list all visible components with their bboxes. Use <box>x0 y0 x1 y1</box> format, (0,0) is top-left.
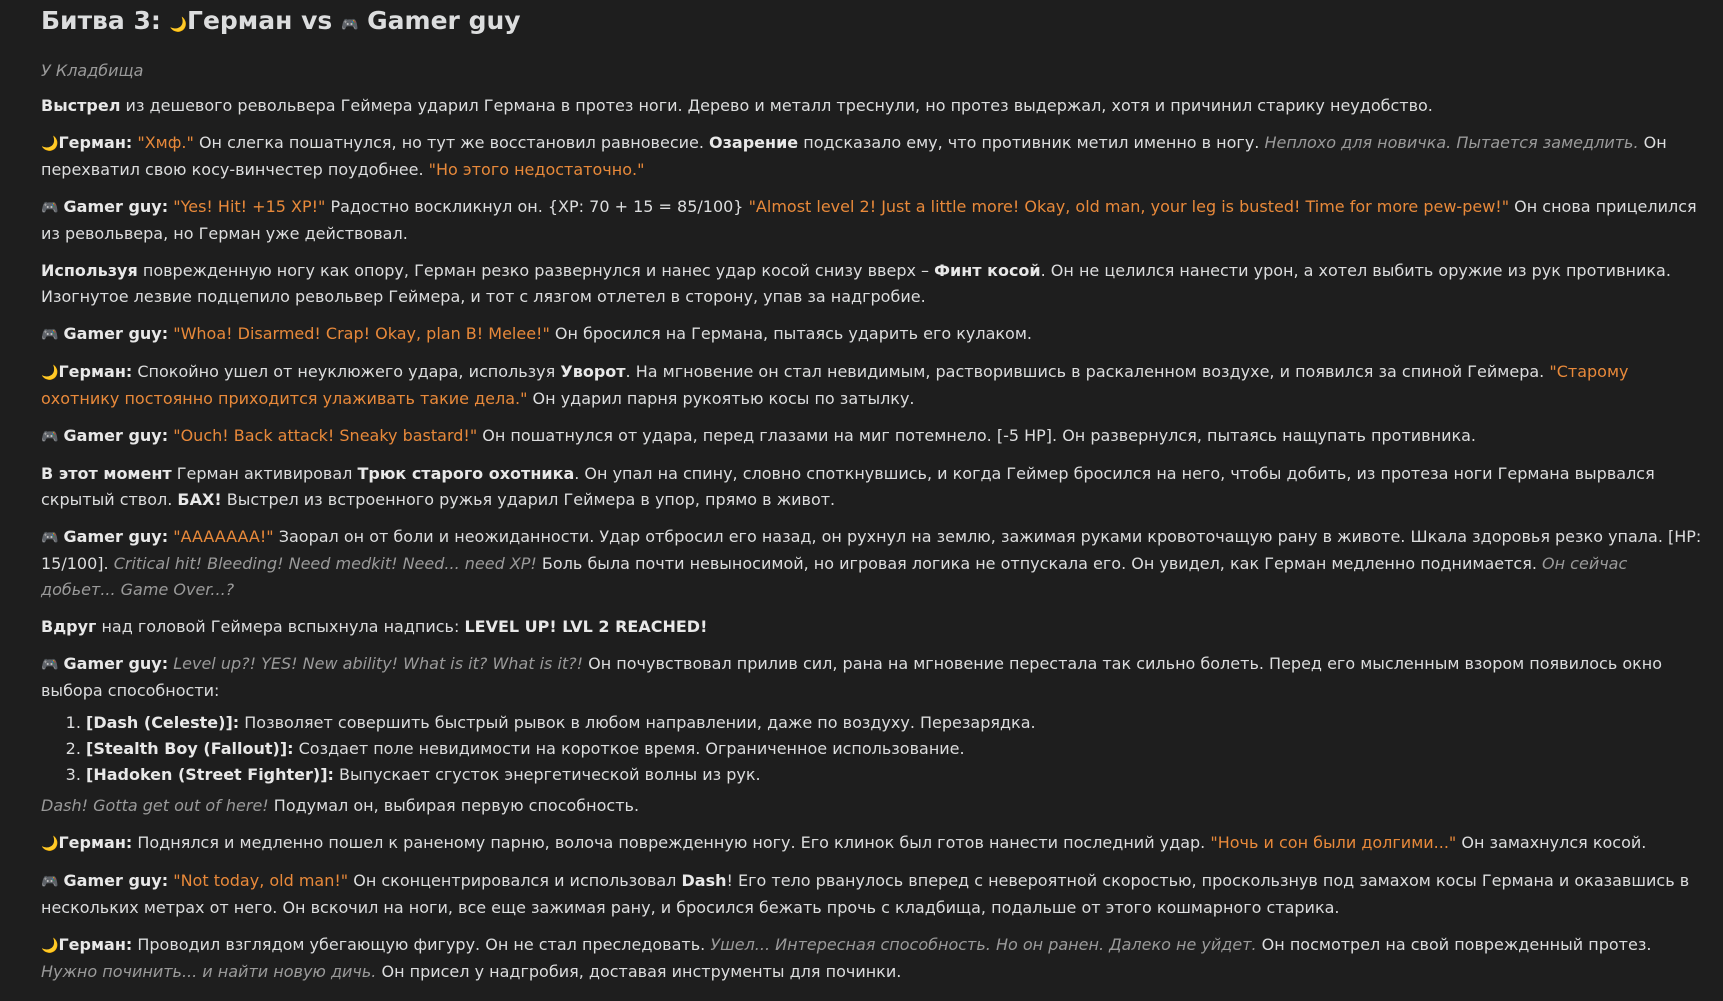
gamer-turn: 🎮 Gamer guy: Level up?! YES! New ability! What is it? What is it?! Он почувствовал прилив сил, рана на мгновение перестала так сильно болеть. Перед его мысленным взором появилось окно выбора способности: <box>41 654 1663 700</box>
speaker-german: Герман: <box>58 133 133 152</box>
list-item: 3. [Hadoken (Street Fighter)]: Выпускает сгусток энергетической волны из рук. <box>86 762 1703 788</box>
speaker-gamer: Gamer guy: <box>63 197 169 216</box>
german-turn: 🌙Герман: Спокойно ушел от неуклюжего удара, используя Уворот. На мгновение он стал невидимым, растворившись в раскаленном воздухе, и появился за спиной Геймера. "Старому охотнику постоянно приходится улаживать такие дела." Он ударил парня рукоятью косы по затылку. <box>41 362 1629 408</box>
speaker-gamer: Gamer guy: <box>63 426 169 445</box>
location-subtitle: У Кладбища <box>41 61 144 80</box>
paragraph: В этот момент Герман активировал Трюк старого охотника. Он упал на спину, словно споткнувшись, и когда Геймер бросился на него, чтобы добить, из протеза ноги Германа вырвался скрытый ствол. БАХ! Выстрел из встроенного ружья ударил Геймера в упор, прямо в живот. <box>41 464 1655 509</box>
paragraph: Выстрел из дешевого револьвера Геймера ударил Германа в протез ноги. Дерево и металл треснули, но протез выдержал, хотя и причинил старику неудобство. <box>41 96 1433 115</box>
page-title: Битва 3: 🌙Герман vs 🎮 Gamer guy <box>41 6 521 35</box>
speaker-gamer: Gamer guy: <box>63 324 169 343</box>
speaker-gamer: Gamer guy: <box>63 654 169 673</box>
speaker-german: Герман: <box>58 833 133 852</box>
moon-icon: 🌙 <box>41 136 59 152</box>
german-turn: 🌙Герман: "Хмф." Он слегка пошатнулся, но тут же восстановил равновесие. Озарение подсказало ему, что противник метил именно в ногу. Неплохо для новичка. Пытается замедлить. Он перехватил свою косу-винчестер поудобнее. "Но этого недостаточно." <box>41 133 1667 179</box>
moon-icon: 🌙 <box>41 836 59 852</box>
gamepad-icon: 🎮 <box>41 200 59 216</box>
gamer-turn: 🎮 Gamer guy: "Not today, old man!" Он сконцентрировался и использовал Dash! Его тело рванулось вперед с невероятной скоростью, проскользнув под замахом косы Германа и оказавшись в нескольких метрах от него. Он вскочил на ноги, все еще зажимая рану, и бросился бежать прочь с кладбища, подальше от этого кошмарного старика. <box>41 871 1690 917</box>
speaker-gamer: Gamer guy: <box>63 871 169 890</box>
gamer-turn: 🎮 Gamer guy: "Yes! Hit! +15 XP!" Радостно воскликнул он. {XP: 70 + 15 = 85/100} "Almost level 2! Just a little more! Okay, old man, your leg is busted! Time for more pew-pew!" Он снова прицелился из револьвера, но Герман уже действовал. <box>41 197 1697 243</box>
german-turn: 🌙Герман: Поднялся и медленно пошел к раненому парню, волоча поврежденную ногу. Его клинок был готов нанести последний удар. "Ночь и сон были долгими..." Он замахнулся косой. <box>41 833 1647 852</box>
ability-list <box>41 710 1703 788</box>
gamepad-icon: 🎮 <box>41 530 59 546</box>
speaker-german: Герман: <box>58 935 133 954</box>
gamepad-icon: 🎮 <box>41 657 59 673</box>
speaker-gamer: Gamer guy: <box>63 527 169 546</box>
gamepad-icon: 🎮 <box>41 874 59 890</box>
moon-icon: 🌙 <box>41 938 59 954</box>
gamer-turn: 🎮 Gamer guy: "Ouch! Back attack! Sneaky bastard!" Он пошатнулся от удара, перед глазами на миг потемнело. [-5 HP]. Он развернулся, пытаясь нащупать противника. <box>41 426 1477 445</box>
speaker-german: Герман: <box>58 362 133 381</box>
gamer-turn: 🎮 Gamer guy: "AAAAAAA!" Заорал он от боли и неожиданности. Удар отбросил его назад, он рухнул на землю, зажимая руками кровоточащую рану в животе. Шкала здоровья резко упала. [HP: 15/100]. Critical hit! Bleeding! Need medkit! Need... need XP! Боль была почти невыносимой, но игровая логика не отпускала его. Он увидел, как Герман медленно поднимается. Он сейчас добьет... Game Over...? <box>41 527 1702 599</box>
german-turn: 🌙Герман: Проводил взглядом убегающую фигуру. Он не стал преследовать. Ушел... Интересная способность. Но он ранен. Далеко не уйдет. Он посмотрел на свой поврежденный протез. Нужно починить... и найти новую дичь. Он присел у надгробия, доставая инструменты для починки. <box>41 935 1652 981</box>
gamer-turn: 🎮 Gamer guy: "Whoa! Disarmed! Crap! Okay, plan B! Melee!" Он бросился на Германа, пытаясь ударить его кулаком. <box>41 324 1032 343</box>
moon-icon: 🌙 <box>169 17 188 33</box>
list-item: 2. [Stealth Boy (Fallout)]: Создает поле невидимости на короткое время. Ограниченное использование. <box>86 736 1703 762</box>
paragraph: Dash! Gotta get out of here! Подумал он, выбирая первую способность. <box>41 796 640 815</box>
gamepad-icon: 🎮 <box>41 327 59 343</box>
paragraph: Вдруг над головой Геймера вспыхнула надпись: LEVEL UP! LVL 2 REACHED! <box>41 617 708 636</box>
gamepad-icon: 🎮 <box>41 429 59 445</box>
list-item: 1. [Dash (Celeste)]: Позволяет совершить быстрый рывок в любом направлении, даже по воздуху. Перезарядка. <box>86 710 1703 736</box>
gamepad-icon: 🎮 <box>341 17 359 33</box>
paragraph: Используя поврежденную ногу как опору, Герман резко развернулся и нанес удар косой снизу вверх – Финт косой. Он не целился нанести урон, а хотел выбить оружие из рук противника. Изогнутое лезвие подцепило револьвер Геймера, и тот с лязгом отлетел в сторону, упав за надгробие. <box>41 261 1671 306</box>
moon-icon: 🌙 <box>41 365 59 381</box>
